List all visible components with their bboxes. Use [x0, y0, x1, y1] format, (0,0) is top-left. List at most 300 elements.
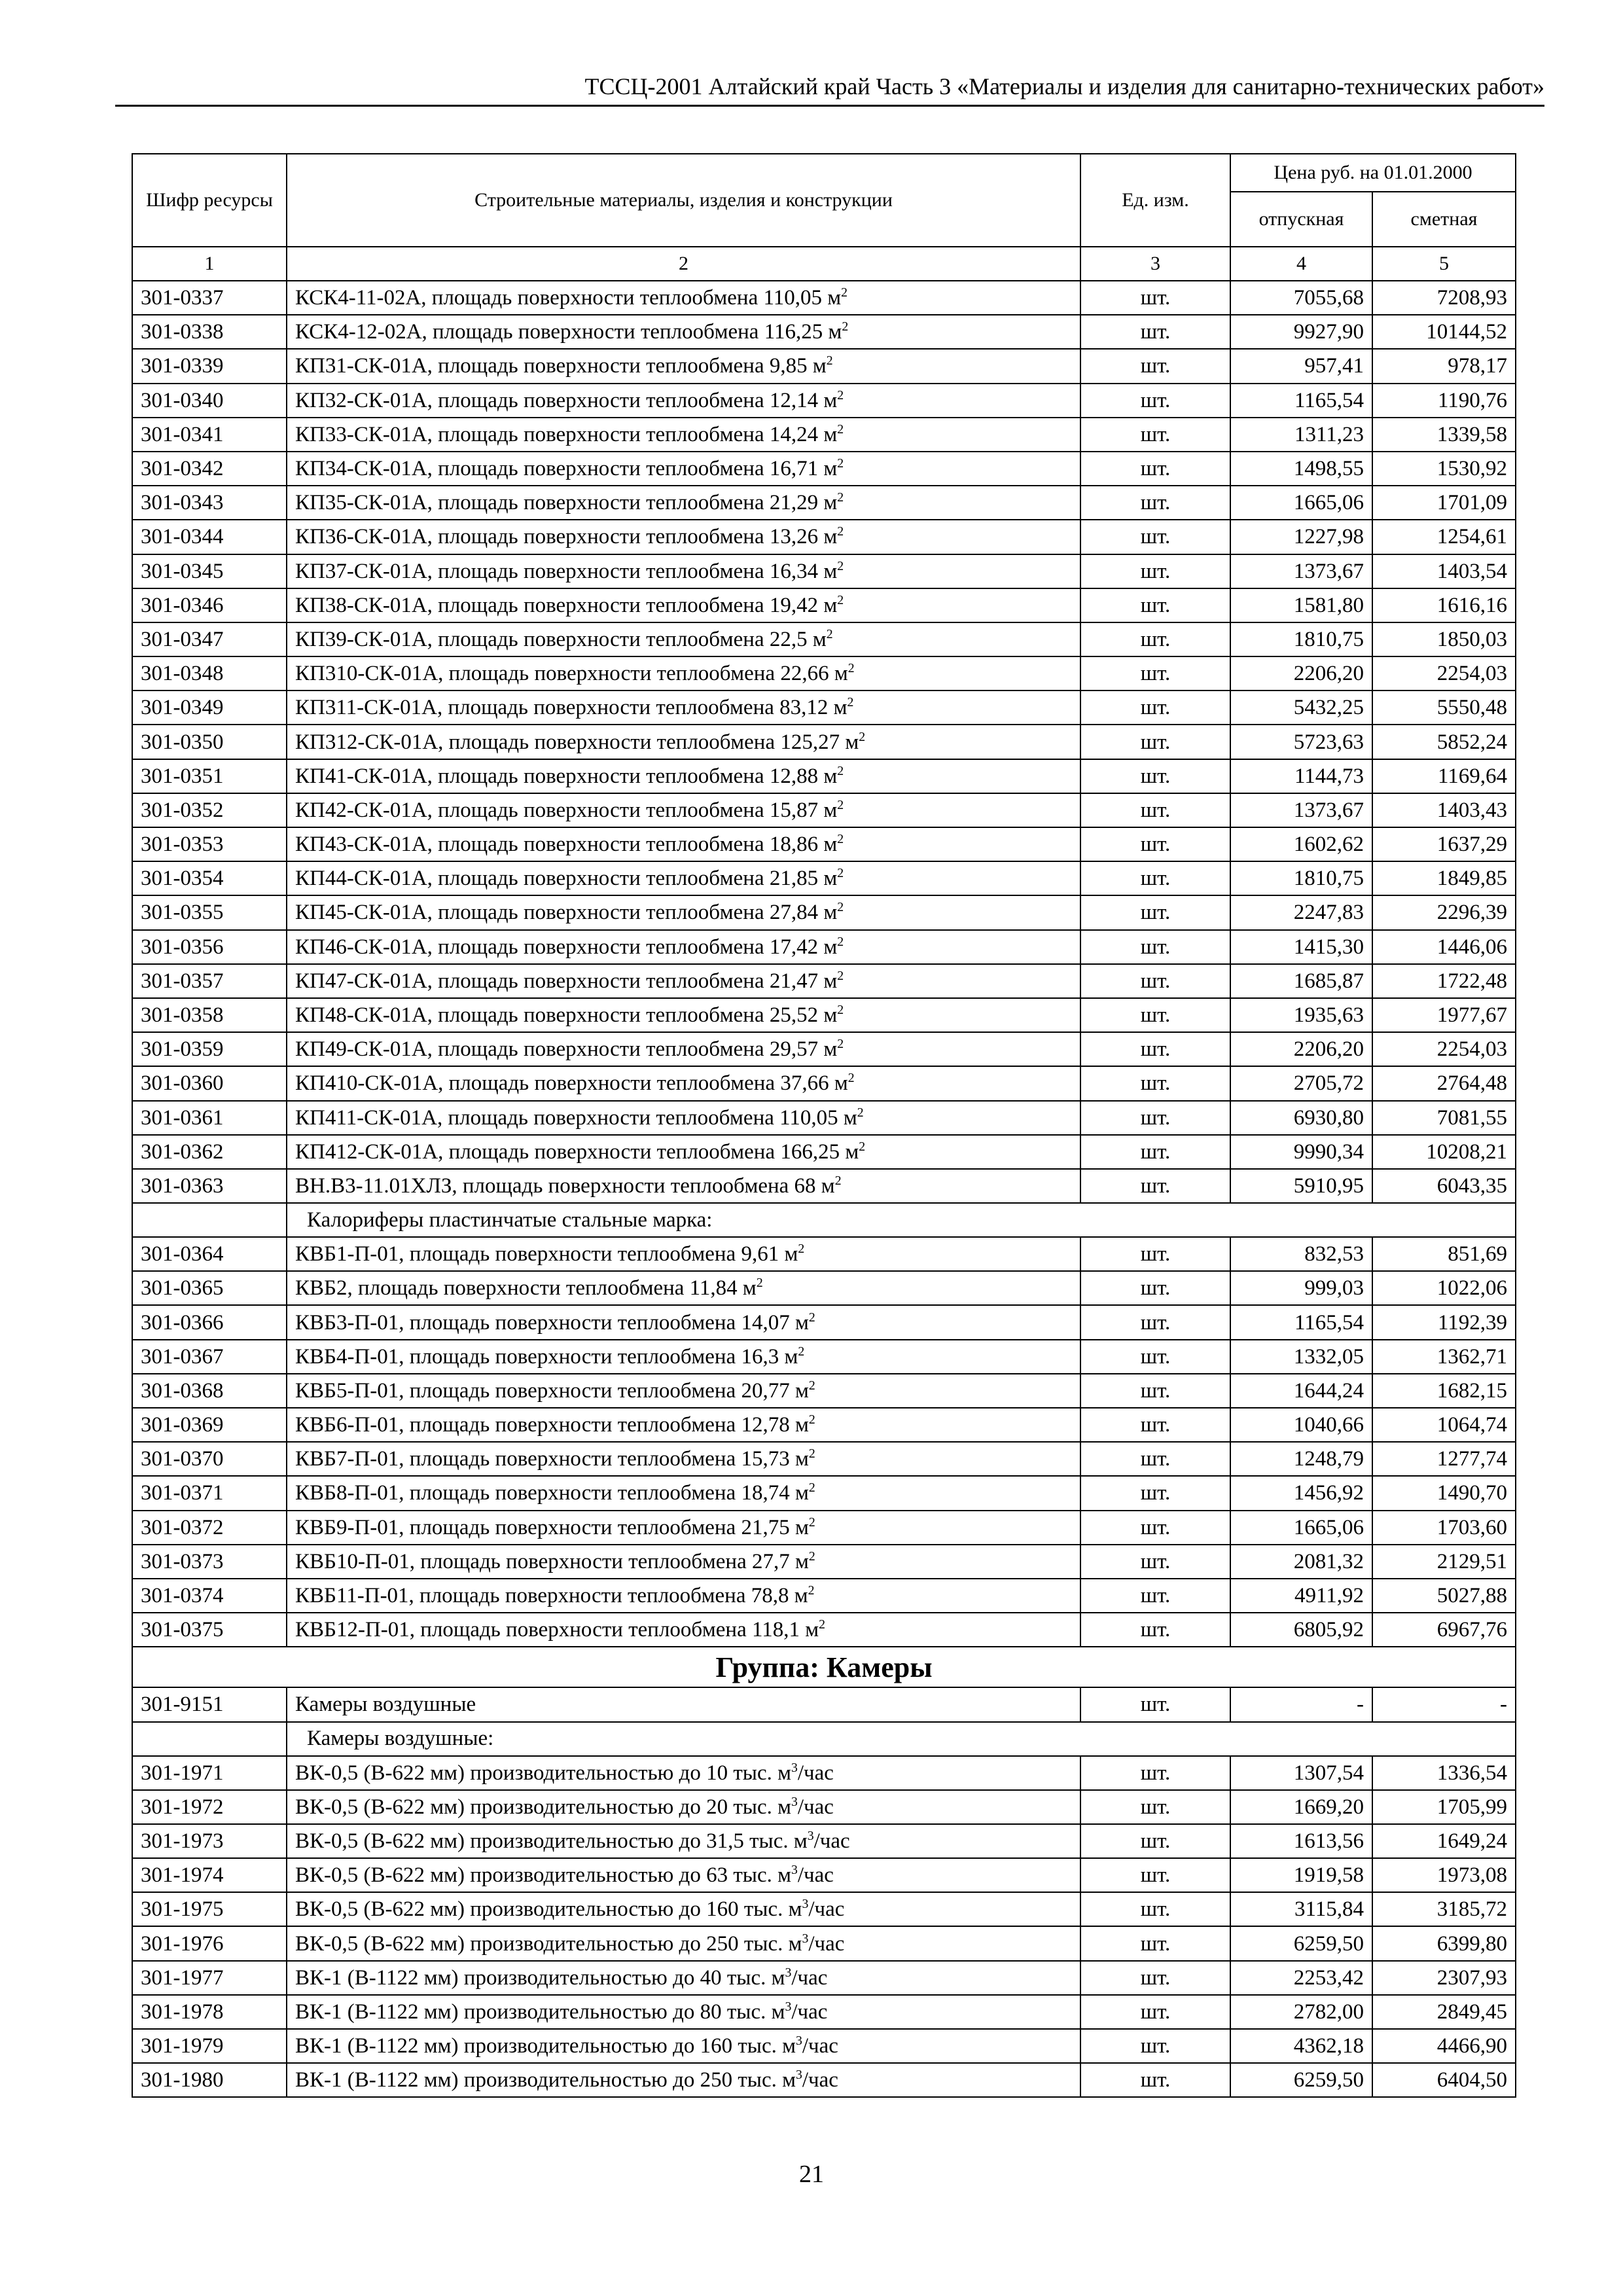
unit-of-measure: шт.	[1080, 2029, 1230, 2063]
table-row	[132, 1066, 1516, 1100]
resource-code: 301-0354	[132, 861, 287, 895]
item-name-text: КП37-СК-01А, площадь поверхности теплообмена 16,34 м	[295, 559, 838, 583]
table-row	[132, 1579, 1516, 1613]
unit-exponent: 2	[859, 729, 866, 744]
unit-exponent: 3	[785, 1999, 792, 2014]
unit-of-measure: шт.	[1080, 691, 1230, 725]
release-price: 1613,56	[1230, 1824, 1372, 1858]
unit-of-measure: шт.	[1080, 384, 1230, 418]
item-name-text: КП38-СК-01А, площадь поверхности теплообмена 19,42 м	[295, 593, 838, 617]
unit-of-measure: шт.	[1080, 1169, 1230, 1203]
item-name	[287, 1579, 1080, 1613]
item-name	[287, 452, 1080, 486]
estimate-price: 1530,92	[1372, 452, 1516, 486]
resource-code: 301-0352	[132, 793, 287, 827]
unit-exponent: 2	[837, 387, 844, 403]
table-row	[132, 998, 1516, 1032]
unit-of-measure: шт.	[1080, 1824, 1230, 1858]
section-heading-chambers	[132, 1722, 1516, 1756]
unit-of-measure: шт.	[1080, 1476, 1230, 1510]
unit-exponent: 2	[837, 1037, 844, 1052]
estimate-price: 2129,51	[1372, 1545, 1516, 1579]
table-header-row	[132, 154, 1516, 192]
unit-of-measure: шт.	[1080, 759, 1230, 793]
unit-of-measure: шт.	[1080, 656, 1230, 691]
item-name-text: КП312-СК-01А, площадь поверхности теплообмена 125,27 м	[295, 730, 859, 754]
table-row	[132, 1545, 1516, 1579]
item-name-text: КВБ9-П-01, площадь поверхности теплообмена 21,75 м	[295, 1515, 809, 1539]
section-heading-heaters	[132, 1203, 1516, 1237]
item-name	[287, 1545, 1080, 1579]
resource-code: 301-0363	[132, 1169, 287, 1203]
estimate-price: 1254,61	[1372, 520, 1516, 554]
unit-suffix: /час	[802, 2034, 838, 2058]
resource-code: 301-1976	[132, 1926, 287, 1960]
unit-of-measure: шт.	[1080, 1340, 1230, 1374]
item-name-text: КВБ4-П-01, площадь поверхности теплообмена 16,3 м	[295, 1344, 798, 1369]
item-name	[287, 1858, 1080, 1892]
estimate-price: 5852,24	[1372, 725, 1516, 759]
unit-of-measure: шт.	[1080, 1790, 1230, 1824]
unit-exponent: 2	[808, 1378, 815, 1393]
unit-of-measure: шт.	[1080, 1032, 1230, 1066]
item-name	[287, 1476, 1080, 1510]
release-price: 1165,54	[1230, 1305, 1372, 1339]
unit-exponent: 2	[808, 1480, 815, 1496]
unit-exponent: 3	[802, 1897, 809, 1912]
item-name	[287, 315, 1080, 349]
table-row	[132, 691, 1516, 725]
release-price: 3115,84	[1230, 1892, 1372, 1926]
item-name-text: ВК-0,5 (В-622 мм) производительностью до 160 тыс. м	[295, 1897, 802, 1922]
estimate-price: 978,17	[1372, 349, 1516, 383]
item-name	[287, 793, 1080, 827]
table-row	[132, 725, 1516, 759]
unit-suffix: /час	[808, 1897, 845, 1922]
item-name	[287, 1101, 1080, 1135]
table-row	[132, 1408, 1516, 1442]
unit-exponent: 2	[837, 592, 844, 607]
table-row	[132, 1687, 1516, 1721]
item-name-text: КВБ12-П-01, площадь поверхности теплообмена 118,1 м	[295, 1618, 819, 1642]
unit-of-measure: шт.	[1080, 1995, 1230, 2029]
release-price: 2247,83	[1230, 895, 1372, 929]
unit-exponent: 2	[837, 797, 844, 812]
item-name-text: КП45-СК-01А, площадь поверхности теплообмена 27,84 м	[295, 901, 838, 925]
resource-code: 301-0360	[132, 1066, 287, 1100]
release-price: 1810,75	[1230, 622, 1372, 656]
release-price: 1415,30	[1230, 930, 1372, 964]
estimate-price: 4466,90	[1372, 2029, 1516, 2063]
table-row	[132, 1374, 1516, 1408]
unit-suffix: /час	[791, 1965, 828, 1990]
resource-code: 301-0357	[132, 964, 287, 998]
estimate-price: 7208,93	[1372, 281, 1516, 315]
unit-exponent: 2	[837, 900, 844, 915]
table-row	[132, 1476, 1516, 1510]
item-name-text: КП46-СК-01А, площадь поверхности теплообмена 17,42 м	[295, 935, 838, 959]
estimate-price: 1403,43	[1372, 793, 1516, 827]
item-name-text: КП311-СК-01А, площадь поверхности теплообмена 83,12 м	[295, 696, 847, 720]
item-name-text: ВК-0,5 (В-622 мм) производительностью до 63 тыс. м	[295, 1863, 791, 1888]
resource-code: 301-1971	[132, 1756, 287, 1790]
running-header: ТССЦ-2001 Алтайский край Часть 3 «Материалы и изделия для санитарно-технических работ»	[584, 73, 1544, 99]
item-name-text: КП33-СК-01А, площадь поверхности теплообмена 14,24 м	[295, 422, 838, 446]
estimate-price: 7081,55	[1372, 1101, 1516, 1135]
item-name	[287, 1066, 1080, 1100]
release-price: -	[1230, 1687, 1372, 1721]
item-name-text: ВК-1 (В-1122 мм) производительностью до 160 тыс. м	[295, 2034, 796, 2058]
unit-of-measure: шт.	[1080, 1892, 1230, 1926]
item-name-text: КП410-СК-01А, площадь поверхности теплообмена 37,66 м	[295, 1071, 848, 1096]
release-price: 6259,50	[1230, 2063, 1372, 2097]
column-number: 1	[132, 247, 287, 281]
item-name-text: КП310-СК-01А, площадь поверхности теплообмена 22,66 м	[295, 662, 848, 686]
table-row	[132, 895, 1516, 929]
resource-code: 301-0351	[132, 759, 287, 793]
item-name	[287, 964, 1080, 998]
resource-code: 301-0375	[132, 1613, 287, 1647]
release-price: 1498,55	[1230, 452, 1372, 486]
item-name: Камеры воздушные	[287, 1687, 1080, 1721]
estimate-price: 6399,80	[1372, 1926, 1516, 1960]
estimate-price: 3185,72	[1372, 1892, 1516, 1926]
item-name	[287, 1237, 1080, 1271]
estimate-price: 2254,03	[1372, 1032, 1516, 1066]
release-price: 1373,67	[1230, 554, 1372, 588]
column-header-code: Шифр ресурсы	[132, 154, 287, 247]
release-price: 6259,50	[1230, 1926, 1372, 1960]
unit-of-measure: шт.	[1080, 1511, 1230, 1545]
table-row	[132, 1756, 1516, 1790]
unit-exponent: 3	[807, 1828, 814, 1843]
estimate-price: 1703,60	[1372, 1511, 1516, 1545]
table-row	[132, 1995, 1516, 2029]
resource-code: 301-0342	[132, 452, 287, 486]
item-name-text: КСК4-12-02А, площадь поверхности теплообмена 116,25 м	[295, 320, 842, 344]
resource-code: 301-0369	[132, 1408, 287, 1442]
column-number-row	[132, 247, 1516, 281]
unit-exponent: 3	[791, 1863, 798, 1878]
unit-exponent: 2	[808, 1446, 815, 1462]
item-name-text: ВК-0,5 (В-622 мм) производительностью до 250 тыс. м	[295, 1931, 802, 1956]
section-code-cell	[132, 1722, 287, 1756]
release-price: 2206,20	[1230, 1032, 1372, 1066]
table-row	[132, 1511, 1516, 1545]
release-price: 999,03	[1230, 1271, 1372, 1305]
unit-of-measure: шт.	[1080, 2063, 1230, 2097]
header-rule	[115, 105, 1544, 107]
unit-of-measure: шт.	[1080, 554, 1230, 588]
resource-code: 301-0356	[132, 930, 287, 964]
estimate-price: 2849,45	[1372, 1995, 1516, 2029]
table-row	[132, 656, 1516, 691]
release-price: 2081,32	[1230, 1545, 1372, 1579]
resource-code: 301-1977	[132, 1961, 287, 1995]
table-row	[132, 622, 1516, 656]
release-price: 5723,63	[1230, 725, 1372, 759]
item-name	[287, 1442, 1080, 1476]
unit-exponent: 2	[819, 1617, 826, 1632]
resource-code: 301-0367	[132, 1340, 287, 1374]
unit-exponent: 2	[798, 1242, 805, 1257]
resource-code: 301-1975	[132, 1892, 287, 1926]
unit-exponent: 2	[808, 1310, 815, 1325]
estimate-price: 10208,21	[1372, 1135, 1516, 1169]
estimate-price: 1362,71	[1372, 1340, 1516, 1374]
resource-code: 301-9151	[132, 1687, 287, 1721]
table-row	[132, 1305, 1516, 1339]
table-row	[132, 1824, 1516, 1858]
unit-exponent: 2	[837, 763, 844, 778]
table-row	[132, 2063, 1516, 2097]
resource-code: 301-0347	[132, 622, 287, 656]
item-name-text: КП43-СК-01А, площадь поверхности теплообмена 18,86 м	[295, 833, 838, 857]
table-row	[132, 964, 1516, 998]
item-name	[287, 1511, 1080, 1545]
table-row	[132, 1101, 1516, 1135]
resource-code: 301-0343	[132, 486, 287, 520]
unit-of-measure: шт.	[1080, 793, 1230, 827]
item-name-text: КСК4-11-02А, площадь поверхности теплообмена 110,05 м	[295, 286, 842, 310]
item-name-text: КП31-СК-01А, площадь поверхности теплообмена 9,85 м	[295, 354, 827, 378]
estimate-price: 1336,54	[1372, 1756, 1516, 1790]
unit-suffix: /час	[797, 1761, 834, 1785]
group-title: Группа: Камеры	[132, 1647, 1516, 1687]
unit-exponent: 2	[859, 1139, 866, 1154]
estimate-price: 1169,64	[1372, 759, 1516, 793]
item-name	[287, 1995, 1080, 2029]
estimate-price: 1973,08	[1372, 1858, 1516, 1892]
release-price: 9927,90	[1230, 315, 1372, 349]
column-header-unit: Ед. изм.	[1080, 154, 1230, 247]
item-name-text: КП49-СК-01А, площадь поверхности теплообмена 29,57 м	[295, 1037, 838, 1062]
unit-of-measure: шт.	[1080, 349, 1230, 383]
item-name-text: КП47-СК-01А, площадь поверхности теплообмена 21,47 м	[295, 969, 838, 993]
item-name-text: КП411-СК-01А, площадь поверхности теплообмена 110,05 м	[295, 1105, 857, 1130]
resource-code: 301-0345	[132, 554, 287, 588]
item-name-text: КП36-СК-01А, площадь поверхности теплообмена 13,26 м	[295, 525, 838, 549]
estimate-price: 2296,39	[1372, 895, 1516, 929]
item-name-text: КВБ2, площадь поверхности теплообмена 11,84 м	[295, 1276, 757, 1300]
item-name	[287, 1135, 1080, 1169]
item-name	[287, 1032, 1080, 1066]
column-number: 5	[1372, 247, 1516, 281]
item-name	[287, 1305, 1080, 1339]
unit-of-measure: шт.	[1080, 1066, 1230, 1100]
unit-of-measure: шт.	[1080, 1374, 1230, 1408]
section-code-cell	[132, 1203, 287, 1237]
estimate-price: 1722,48	[1372, 964, 1516, 998]
unit-exponent: 2	[841, 285, 848, 300]
table-row	[132, 861, 1516, 895]
table-row	[132, 281, 1516, 315]
item-name-text: ВН.В3-11.01ХЛЗ, площадь поверхности теплообмена 68 м	[295, 1174, 835, 1198]
release-price: 1581,80	[1230, 588, 1372, 622]
unit-exponent: 2	[826, 353, 833, 368]
unit-of-measure: шт.	[1080, 1858, 1230, 1892]
unit-of-measure: шт.	[1080, 1545, 1230, 1579]
item-name	[287, 486, 1080, 520]
table-row	[132, 349, 1516, 383]
release-price: 832,53	[1230, 1237, 1372, 1271]
release-price: 1373,67	[1230, 793, 1372, 827]
unit-suffix: /час	[813, 1829, 850, 1853]
release-price: 1311,23	[1230, 418, 1372, 452]
release-price: 1456,92	[1230, 1476, 1372, 1510]
unit-exponent: 3	[796, 2068, 802, 2083]
column-header-name: Строительные материалы, изделия и конструкции	[287, 154, 1080, 247]
estimate-price: 1850,03	[1372, 622, 1516, 656]
unit-exponent: 2	[837, 558, 844, 573]
unit-suffix: /час	[808, 1931, 845, 1956]
estimate-price: 1849,85	[1372, 861, 1516, 895]
item-name	[287, 759, 1080, 793]
table-row	[132, 1237, 1516, 1271]
item-name-text: КП39-СК-01А, площадь поверхности теплообмена 22,5 м	[295, 627, 827, 651]
unit-exponent: 2	[837, 524, 844, 539]
unit-of-measure: шт.	[1080, 827, 1230, 861]
table-row	[132, 418, 1516, 452]
unit-of-measure: шт.	[1080, 964, 1230, 998]
resource-code: 301-0358	[132, 998, 287, 1032]
unit-exponent: 2	[837, 422, 844, 437]
estimate-price: 1616,16	[1372, 588, 1516, 622]
table-row	[132, 793, 1516, 827]
release-price: 2782,00	[1230, 1995, 1372, 2029]
item-name-text: КП42-СК-01А, площадь поверхности теплообмена 15,87 м	[295, 798, 838, 822]
resource-code: 301-0338	[132, 315, 287, 349]
table-body	[132, 281, 1516, 2097]
unit-suffix: /час	[797, 1863, 834, 1888]
release-price: 1332,05	[1230, 1340, 1372, 1374]
column-number: 3	[1080, 247, 1230, 281]
estimate-price: 1682,15	[1372, 1374, 1516, 1408]
estimate-price: 5027,88	[1372, 1579, 1516, 1613]
unit-of-measure: шт.	[1080, 1271, 1230, 1305]
unit-exponent: 2	[847, 1071, 855, 1086]
unit-of-measure: шт.	[1080, 1101, 1230, 1135]
unit-of-measure: шт.	[1080, 452, 1230, 486]
unit-of-measure: шт.	[1080, 1408, 1230, 1442]
release-price: 957,41	[1230, 349, 1372, 383]
item-name	[287, 1892, 1080, 1926]
resource-code: 301-1972	[132, 1790, 287, 1824]
release-price: 1165,54	[1230, 384, 1372, 418]
release-price: 4911,92	[1230, 1579, 1372, 1613]
item-name-text: ВК-0,5 (В-622 мм) производительностью до 31,5 тыс. м	[295, 1829, 808, 1853]
item-name	[287, 1756, 1080, 1790]
estimate-price: 6404,50	[1372, 2063, 1516, 2097]
resource-code: 301-0337	[132, 281, 287, 315]
resource-code: 301-0372	[132, 1511, 287, 1545]
item-name-text: КП35-СК-01А, площадь поверхности теплообмена 21,29 м	[295, 491, 838, 515]
unit-of-measure: шт.	[1080, 1135, 1230, 1169]
group-heading-row	[132, 1647, 1516, 1687]
item-name-text: ВК-0,5 (В-622 мм) производительностью до 10 тыс. м	[295, 1761, 791, 1785]
release-price: 6930,80	[1230, 1101, 1372, 1135]
item-name	[287, 895, 1080, 929]
item-name	[287, 1926, 1080, 1960]
unit-of-measure: шт.	[1080, 486, 1230, 520]
estimate-price: -	[1372, 1687, 1516, 1721]
release-price: 2206,20	[1230, 656, 1372, 691]
item-name-text: КВБ7-П-01, площадь поверхности теплообмена 15,73 м	[295, 1447, 809, 1471]
unit-of-measure: шт.	[1080, 895, 1230, 929]
unit-exponent: 2	[837, 832, 844, 847]
table-row	[132, 930, 1516, 964]
unit-of-measure: шт.	[1080, 1756, 1230, 1790]
estimate-price: 1403,54	[1372, 554, 1516, 588]
unit-exponent: 2	[837, 1003, 844, 1018]
release-price: 7055,68	[1230, 281, 1372, 315]
estimate-price: 1705,99	[1372, 1790, 1516, 1824]
release-price: 1644,24	[1230, 1374, 1372, 1408]
section-label: Камеры воздушные:	[287, 1722, 1516, 1756]
item-name-text: КП41-СК-01А, площадь поверхности теплообмена 12,88 м	[295, 764, 838, 788]
item-name	[287, 725, 1080, 759]
item-name-text: КП48-СК-01А, площадь поверхности теплообмена 25,52 м	[295, 1003, 838, 1028]
table-row	[132, 1135, 1516, 1169]
unit-exponent: 2	[808, 1583, 815, 1598]
table-row	[132, 486, 1516, 520]
resource-code: 301-0348	[132, 656, 287, 691]
release-price: 5432,25	[1230, 691, 1372, 725]
item-name-text: ВК-1 (В-1122 мм) производительностью до 40 тыс. м	[295, 1965, 785, 1990]
estimate-price: 1490,70	[1372, 1476, 1516, 1510]
item-name	[287, 861, 1080, 895]
release-price: 1669,20	[1230, 1790, 1372, 1824]
resource-code: 301-1979	[132, 2029, 287, 2063]
item-name	[287, 1374, 1080, 1408]
unit-exponent: 3	[785, 1965, 792, 1980]
release-price: 1040,66	[1230, 1408, 1372, 1442]
table-row	[132, 1613, 1516, 1647]
unit-exponent: 2	[837, 934, 844, 949]
table-row	[132, 2029, 1516, 2063]
item-name	[287, 1824, 1080, 1858]
resource-code: 301-1980	[132, 2063, 287, 2097]
resource-code: 301-0374	[132, 1579, 287, 1613]
unit-exponent: 2	[808, 1515, 815, 1530]
item-name	[287, 930, 1080, 964]
unit-of-measure: шт.	[1080, 1613, 1230, 1647]
resource-code: 301-1978	[132, 1995, 287, 2029]
item-name-text: ВК-1 (В-1122 мм) производительностью до 80 тыс. м	[295, 2000, 785, 2024]
estimate-price: 6043,35	[1372, 1169, 1516, 1203]
table-row	[132, 759, 1516, 793]
resource-code: 301-0355	[132, 895, 287, 929]
resource-code: 301-0373	[132, 1545, 287, 1579]
unit-exponent: 2	[826, 626, 833, 641]
resource-code: 301-0371	[132, 1476, 287, 1510]
estimate-price: 1277,74	[1372, 1442, 1516, 1476]
table-row	[132, 1442, 1516, 1476]
item-name-text: КВБ1-П-01, площадь поверхности теплообмена 9,61 м	[295, 1242, 798, 1266]
item-name-text: КВБ8-П-01, площадь поверхности теплообмена 18,74 м	[295, 1481, 809, 1505]
unit-of-measure: шт.	[1080, 1305, 1230, 1339]
table-row	[132, 315, 1516, 349]
release-price: 1665,06	[1230, 486, 1372, 520]
release-price: 1935,63	[1230, 998, 1372, 1032]
item-name	[287, 1961, 1080, 1995]
release-price: 5910,95	[1230, 1169, 1372, 1203]
resource-code: 301-0359	[132, 1032, 287, 1066]
estimate-price: 1701,09	[1372, 486, 1516, 520]
unit-exponent: 2	[837, 866, 844, 881]
estimate-price: 1022,06	[1372, 1271, 1516, 1305]
item-name-text: ВК-0,5 (В-622 мм) производительностью до 20 тыс. м	[295, 1795, 791, 1819]
